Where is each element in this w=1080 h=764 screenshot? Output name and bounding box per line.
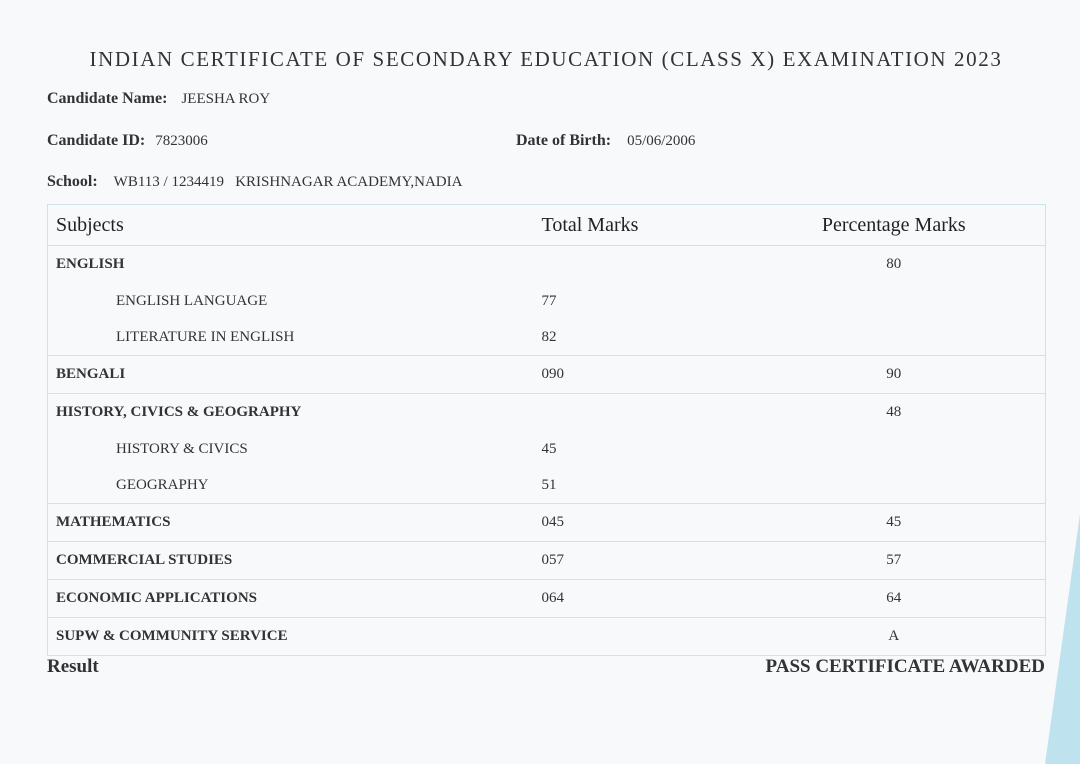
table-subrow (48, 283, 1046, 319)
candidate-name-label: Candidate Name: (47, 90, 168, 107)
subject-name: HISTORY & CIVICS (116, 440, 248, 457)
subject-name: GEOGRAPHY (116, 476, 209, 493)
percentage-marks: 48 (743, 394, 1046, 432)
table-row (48, 542, 1046, 580)
total-marks: 090 (534, 356, 743, 394)
subject-name: ENGLISH (48, 246, 534, 284)
percentage-marks: 45 (743, 504, 1046, 542)
dob-row (516, 132, 695, 150)
subject-name: ENGLISH LANGUAGE (116, 292, 268, 309)
decorative-corner-shape (1040, 514, 1080, 764)
table-row (48, 394, 1046, 432)
percentage-marks (743, 467, 1046, 504)
total-marks: 77 (541, 292, 557, 309)
candidate-name: JEESHA ROY (181, 91, 271, 107)
table-row (48, 504, 1046, 542)
table-subrow (48, 467, 1046, 504)
total-marks: 51 (541, 476, 557, 493)
total-marks: 45 (541, 440, 557, 457)
header-total-marks: Total Marks (534, 205, 743, 246)
table-header (48, 205, 1046, 246)
table-row (48, 618, 1046, 656)
subject-name: ECONOMIC APPLICATIONS (48, 580, 534, 618)
table-row (48, 356, 1046, 394)
total-marks (534, 246, 743, 284)
subject-name: LITERATURE IN ENGLISH (116, 328, 295, 345)
percentage-marks: 90 (743, 356, 1046, 394)
candidate-id: 7823006 (155, 133, 208, 149)
candidate-name-row (47, 90, 270, 108)
subject-name: BENGALI (48, 356, 534, 394)
total-marks (534, 618, 743, 656)
subject-name: HISTORY, CIVICS & GEOGRAPHY (48, 394, 534, 432)
percentage-marks: A (743, 618, 1046, 656)
header-subjects: Subjects (48, 205, 534, 246)
table-row (48, 246, 1046, 284)
percentage-marks (743, 431, 1046, 467)
table-subrow (48, 319, 1046, 356)
result-value: PASS CERTIFICATE AWARDED (765, 656, 1045, 677)
percentage-marks (743, 283, 1046, 319)
total-marks: 045 (534, 504, 743, 542)
school-label: School: (47, 173, 98, 190)
total-marks: 82 (541, 328, 557, 345)
percentage-marks: 64 (743, 580, 1046, 618)
total-marks: 057 (534, 542, 743, 580)
school-row (47, 173, 462, 191)
total-marks: 064 (534, 580, 743, 618)
subject-name: MATHEMATICS (48, 504, 534, 542)
subject-name: SUPW & COMMUNITY SERVICE (48, 618, 534, 656)
header-percentage-marks: Percentage Marks (743, 205, 1046, 246)
percentage-marks (743, 319, 1046, 356)
percentage-marks: 80 (743, 246, 1046, 284)
school: WB113 / 1234419 KRISHNAGAR ACADEMY,NADIA (113, 174, 463, 190)
marks-table (47, 204, 1046, 656)
percentage-marks: 57 (743, 542, 1046, 580)
candidate-id-row (47, 132, 208, 150)
dob: 05/06/2006 (627, 133, 696, 149)
table-row (48, 580, 1046, 618)
table-subrow (48, 431, 1046, 467)
exam-title: INDIAN CERTIFICATE OF SECONDARY EDUCATION (CLASS X) EXAMINATION 2023 (89, 47, 1003, 71)
candidate-id-label: Candidate ID: (47, 132, 146, 149)
subject-name: COMMERCIAL STUDIES (48, 542, 534, 580)
total-marks (534, 394, 743, 432)
dob-label: Date of Birth: (516, 132, 612, 149)
result-label: Result (47, 656, 99, 677)
